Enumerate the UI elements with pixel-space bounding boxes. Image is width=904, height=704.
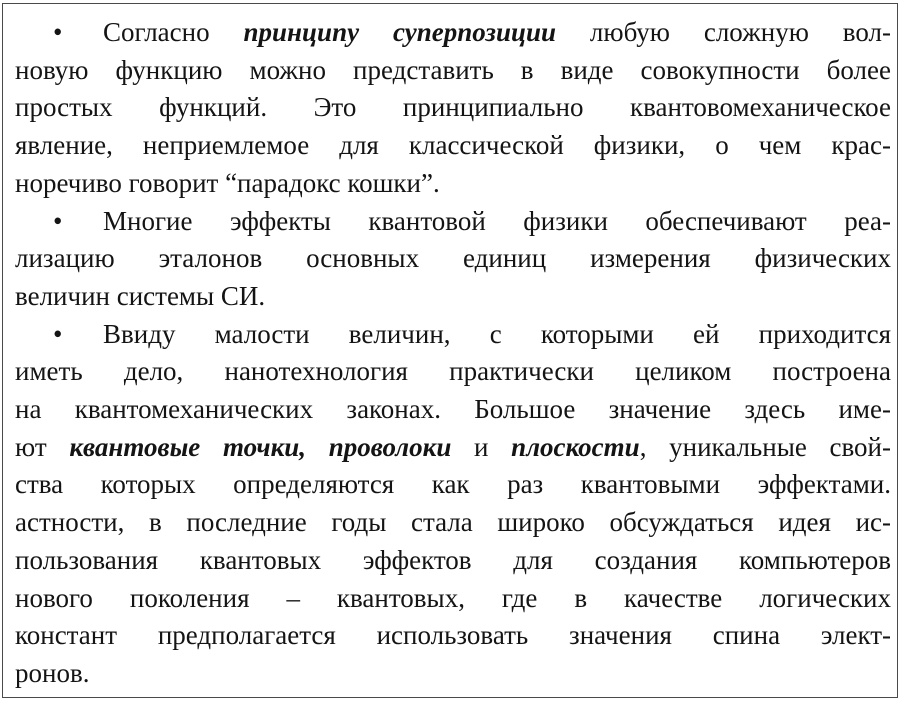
text-run: норечиво говорит “парадокс кошки”. [15, 167, 440, 198]
bullet-icon: • [53, 205, 63, 236]
text-run: явление, неприемлемое для классической физики, о чем крас- [15, 130, 891, 161]
text-line [15, 542, 891, 579]
text-run: ства которых определяются как раз квантовыми эффектами. [15, 469, 891, 500]
text-line [15, 391, 891, 428]
text-line [15, 127, 891, 164]
text-frame [2, 3, 898, 698]
text-line [15, 52, 891, 89]
text-line [15, 165, 891, 202]
text-line [53, 316, 891, 353]
text-run: астности, в последние годы стала широко обсуждаться идея ис- [15, 507, 891, 538]
text-run: лизацию эталонов основных единиц измерения физических [15, 243, 891, 274]
text-run: ют [15, 431, 70, 462]
text-run: Многие эффекты квантовой физики обеспечивают реа- [103, 205, 891, 236]
text-run: констант предполагается использовать значения спина элект- [15, 620, 891, 651]
text-run: и [451, 431, 512, 462]
emphasized-term: квантовые точки, проволоки [69, 431, 452, 462]
text-run: Согласно [103, 17, 244, 47]
text-run: иметь дело, нанотехнология практически целиком построена [15, 356, 891, 387]
text-line [15, 504, 891, 541]
text-line [15, 466, 891, 503]
text-run: на квантомеханических законах. Большое значение здесь име- [15, 394, 891, 424]
text-line [53, 14, 891, 51]
emphasized-term: принципу суперпозиции [243, 17, 557, 47]
text-line [15, 617, 891, 654]
text-run: нового поколения – квантовых, где в качестве логических [15, 582, 891, 613]
text-run: Ввиду малости величин, с которыми ей приходится [103, 318, 891, 349]
text-run: , уникальные свой- [639, 431, 891, 462]
text-run: любую сложную вол- [556, 17, 891, 47]
text-run: новую функцию можно представить в виде совокупности более [15, 54, 891, 85]
emphasized-term: плоскости [511, 431, 640, 462]
text-line [53, 203, 891, 240]
bullet-icon: • [53, 17, 63, 47]
text-line [15, 353, 891, 390]
text-line [15, 580, 891, 617]
text-run: простых функций. Это принципиально квантовомеханическое [15, 92, 891, 123]
text-line [15, 429, 891, 466]
bullet-icon: • [53, 318, 63, 349]
text-run: величин системы СИ. [15, 280, 266, 311]
text-line [15, 240, 891, 277]
text-run: пользования квантовых эффектов для создания компьютеров [15, 544, 891, 575]
text-line [15, 655, 891, 692]
text-line [15, 278, 891, 315]
text-run: ронов. [15, 657, 90, 688]
text-line [15, 89, 891, 126]
